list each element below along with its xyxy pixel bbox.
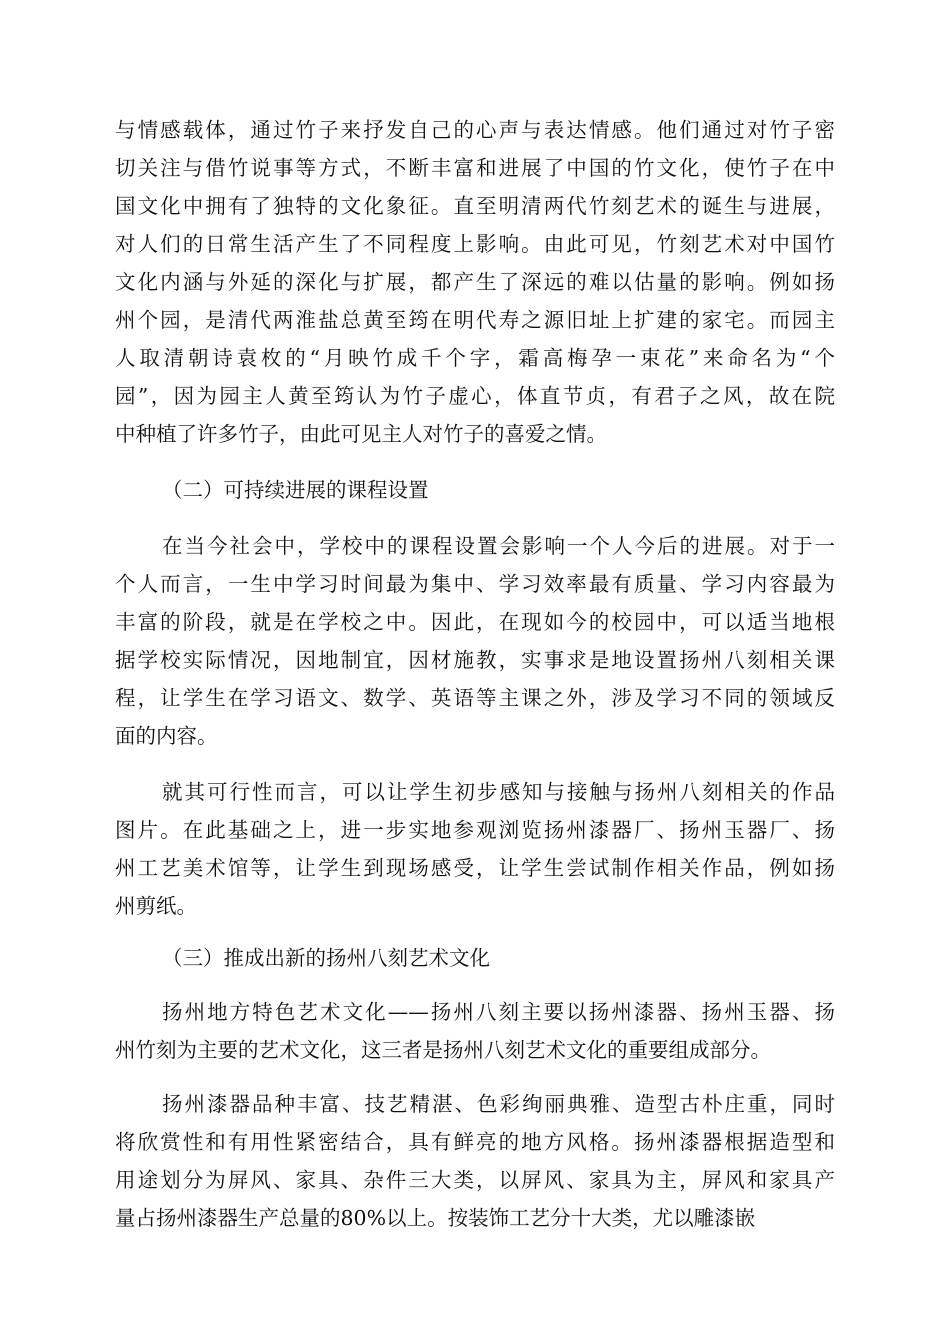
text-line: 就其可行性而言，可以让学生初步感知与接触与扬州八刻相关的作品 [162, 780, 835, 804]
text-line: 图片。在此基础之上，进一步实地参观浏览扬州漆器厂、扬州玉器厂、扬 [115, 818, 835, 842]
text-line: 个人而言，一生中学习时间最为集中、学习效率最有质量、学习内容最为 [115, 572, 835, 596]
text-line: 州剪纸。 [115, 894, 197, 918]
text-line: 与情感载体，通过竹子来抒发自己的心声与表达情感。他们通过对竹子密 [115, 118, 835, 142]
text-line: 对人们的日常生活产生了不同程度上影响。由此可见，竹刻艺术对中国竹 [115, 232, 835, 256]
text-line: 中种植了许多竹子，由此可见主人对竹子的喜爱之情。 [115, 422, 607, 446]
text-line: 州个园，是清代两淮盐总黄至筠在明代寿之源旧址上扩建的家宅。而园主 [115, 308, 835, 332]
text-line: 扬州地方特色艺术文化——扬州八刻主要以扬州漆器、扬州玉器、扬 [162, 1000, 835, 1024]
text-line: 面的内容。 [115, 724, 218, 748]
text-line: 文化内涵与外延的深化与扩展，都产生了深远的难以估量的影响。例如扬 [115, 270, 835, 294]
text-line: 用途划分为屏风、家具、杂件三大类，以屏风、家具为主，屏风和家具产 [115, 1168, 835, 1192]
text-line: 园”，因为园主人黄至筠认为竹子虚心，体直节贞，有君子之风，故在院 [115, 384, 835, 408]
text-line: 国文化中拥有了独特的文化象征。直至明清两代竹刻艺术的诞生与进展， [115, 194, 835, 218]
text-line: 据学校实际情况，因地制宜，因材施教，实事求是地设置扬州八刻相关课 [115, 648, 835, 672]
text-line: 量占扬州漆器生产总量的80%以上。按装饰工艺分十大类，尤以雕漆嵌 [115, 1206, 756, 1230]
section-heading: （二）可持续进展的课程设置 [162, 478, 429, 502]
section-heading: （三）推成出新的扬州八刻艺术文化 [162, 946, 490, 970]
text-line: 在当今社会中，学校中的课程设置会影响一个人今后的进展。对于一 [162, 534, 835, 558]
text-line: 人取清朝诗袁枚的“月映竹成千个字，霜高梅孕一束花”来命名为“个 [115, 346, 835, 370]
text-line: 扬州漆器品种丰富、技艺精湛、色彩绚丽典雅、造型古朴庄重，同时 [162, 1092, 835, 1116]
text-line: 将欣赏性和有用性紧密结合，具有鲜亮的地方风格。扬州漆器根据造型和 [115, 1130, 835, 1154]
text-line: 州竹刻为主要的艺术文化，这三者是扬州八刻艺术文化的重要组成部分。 [115, 1038, 771, 1062]
text-line: 切关注与借竹说事等方式，不断丰富和进展了中国的竹文化，使竹子在中 [115, 156, 835, 180]
text-line: 州工艺美术馆等，让学生到现场感受，让学生尝试制作相关作品，例如扬 [115, 856, 835, 880]
text-line: 丰富的阶段，就是在学校之中。因此，在现如今的校园中，可以适当地根 [115, 610, 835, 634]
text-line: 程，让学生在学习语文、数学、英语等主课之外，涉及学习不同的领域反 [115, 686, 835, 710]
